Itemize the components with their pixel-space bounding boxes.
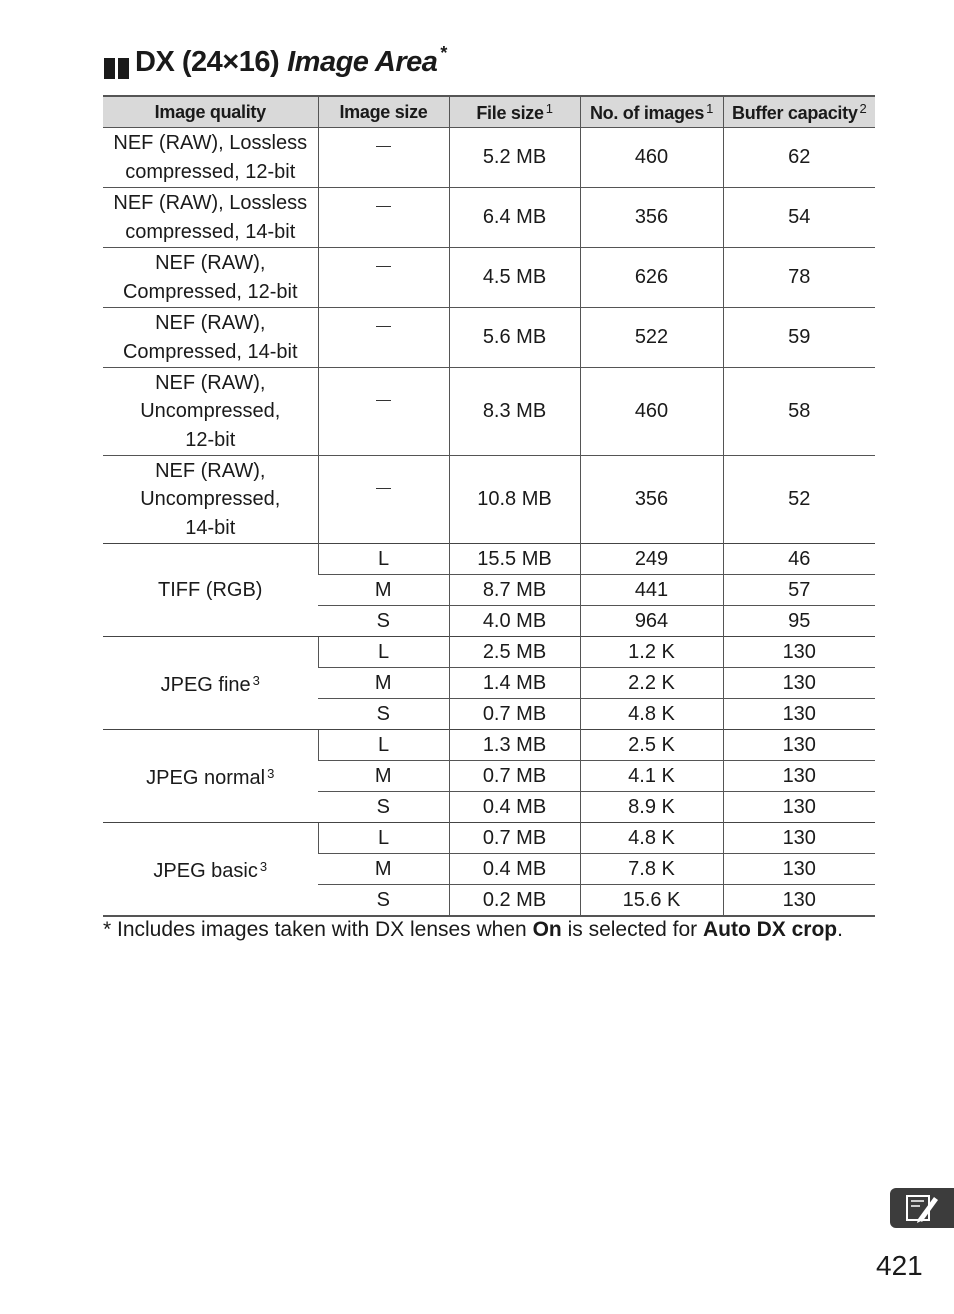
cell-file-size: 0.7 MB — [449, 761, 580, 792]
cell-image-size: M — [318, 854, 449, 885]
section-tab — [890, 1188, 954, 1228]
table-row — [103, 730, 875, 761]
cell-no-of-images: 4.8 K — [580, 823, 723, 854]
cell-image-quality: NEF (RAW), Uncompressed, 12-bit — [103, 368, 318, 456]
cell-file-size: 1.4 MB — [449, 668, 580, 699]
cell-image-size — [318, 308, 449, 368]
cell-no-of-images: 249 — [580, 544, 723, 575]
footnote: * Includes images taken with DX lenses when On is selected for Auto DX crop. — [103, 918, 843, 941]
cell-no-of-images: 460 — [580, 368, 723, 456]
table-body — [103, 128, 875, 917]
cell-file-size: 0.7 MB — [449, 823, 580, 854]
table-header-row — [103, 96, 875, 128]
cell-image-quality: NEF (RAW), Compressed, 12-bit — [103, 248, 318, 308]
cell-buffer-capacity: 130 — [723, 699, 875, 730]
cell-no-of-images: 356 — [580, 456, 723, 544]
cell-file-size: 0.7 MB — [449, 699, 580, 730]
cell-image-size — [318, 456, 449, 544]
cell-file-size: 4.5 MB — [449, 248, 580, 308]
dash-mark — [376, 146, 391, 147]
table-row — [103, 637, 875, 668]
title-main: DX (24×16) — [135, 46, 280, 78]
cell-image-size — [318, 248, 449, 308]
table-row — [103, 368, 875, 456]
cell-image-size — [318, 128, 449, 188]
table-row — [103, 188, 875, 248]
cell-buffer-capacity: 62 — [723, 128, 875, 188]
cell-image-quality: JPEG normal $^3$ — [103, 730, 318, 823]
cell-image-quality: NEF (RAW), Compressed, 14-bit — [103, 308, 318, 368]
table-row — [103, 248, 875, 308]
cell-buffer-capacity: 130 — [723, 854, 875, 885]
pencil-note-icon — [904, 1193, 940, 1223]
cell-file-size: 4.0 MB — [449, 606, 580, 637]
cell-image-size — [318, 188, 449, 248]
cell-no-of-images: 8.9 K — [580, 792, 723, 823]
cell-file-size: 5.2 MB — [449, 128, 580, 188]
cell-image-size: M — [318, 668, 449, 699]
dash-mark — [376, 206, 391, 207]
cell-image-size: S — [318, 699, 449, 730]
cell-file-size: 0.2 MB — [449, 885, 580, 917]
page-number: 421 — [876, 1250, 923, 1281]
header-buffer-capacity: Buffer capacity $^2$ — [723, 96, 875, 128]
cell-image-quality: JPEG basic $^3$ — [103, 823, 318, 917]
cell-no-of-images: 441 — [580, 575, 723, 606]
cell-file-size: 5.6 MB — [449, 308, 580, 368]
cell-buffer-capacity: 130 — [723, 885, 875, 917]
cell-image-size: L — [318, 544, 449, 575]
table-row — [103, 308, 875, 368]
section-title — [104, 43, 447, 90]
table-row — [103, 823, 875, 854]
cell-buffer-capacity: 54 — [723, 188, 875, 248]
header-image-quality: Image quality — [103, 96, 318, 128]
cell-buffer-capacity: 46 — [723, 544, 875, 575]
cell-file-size: 0.4 MB — [449, 854, 580, 885]
table-row — [103, 544, 875, 575]
cell-buffer-capacity: 95 — [723, 606, 875, 637]
table-row — [103, 128, 875, 188]
cell-image-quality: JPEG fine $^3$ — [103, 637, 318, 730]
section-marker-icon — [104, 58, 129, 79]
header-no-of-images: No. of images $^1$ — [580, 96, 723, 128]
cell-buffer-capacity: 130 — [723, 637, 875, 668]
cell-no-of-images: 964 — [580, 606, 723, 637]
cell-image-quality: NEF (RAW), Lossless compressed, 14-bit — [103, 188, 318, 248]
cell-image-size: M — [318, 761, 449, 792]
cell-no-of-images: 522 — [580, 308, 723, 368]
cell-buffer-capacity: 130 — [723, 792, 875, 823]
dash-mark — [376, 326, 391, 327]
cell-no-of-images: 2.2 K — [580, 668, 723, 699]
cell-buffer-capacity: 52 — [723, 456, 875, 544]
cell-image-quality: TIFF (RGB) — [103, 544, 318, 637]
cell-buffer-capacity: 130 — [723, 823, 875, 854]
header-file-size: File size $^1$ — [449, 96, 580, 128]
cell-no-of-images: 15.6 K — [580, 885, 723, 917]
cell-file-size: 6.4 MB — [449, 188, 580, 248]
cell-file-size: 0.4 MB — [449, 792, 580, 823]
cell-image-size: L — [318, 730, 449, 761]
cell-image-quality: NEF (RAW), Uncompressed, 14-bit — [103, 456, 318, 544]
cell-buffer-capacity: 57 — [723, 575, 875, 606]
cell-no-of-images: 2.5 K — [580, 730, 723, 761]
header-image-size: Image size — [318, 96, 449, 128]
cell-image-size: L — [318, 637, 449, 668]
cell-file-size: 2.5 MB — [449, 637, 580, 668]
cell-image-size: L — [318, 823, 449, 854]
cell-no-of-images: 4.8 K — [580, 699, 723, 730]
cell-buffer-capacity: 78 — [723, 248, 875, 308]
title-asterisk: * — [440, 43, 447, 63]
dash-mark — [376, 488, 391, 489]
cell-file-size: 8.7 MB — [449, 575, 580, 606]
dash-mark — [376, 266, 391, 267]
cell-image-quality: NEF (RAW), Lossless compressed, 12-bit — [103, 128, 318, 188]
cell-no-of-images: 356 — [580, 188, 723, 248]
cell-image-size: S — [318, 792, 449, 823]
title-italic: Image Area — [287, 46, 438, 78]
cell-buffer-capacity: 130 — [723, 668, 875, 699]
cell-image-size — [318, 368, 449, 456]
capacity-table — [103, 95, 875, 917]
cell-file-size: 8.3 MB — [449, 368, 580, 456]
cell-file-size: 10.8 MB — [449, 456, 580, 544]
cell-image-size: S — [318, 606, 449, 637]
cell-file-size: 1.3 MB — [449, 730, 580, 761]
table-row — [103, 456, 875, 544]
cell-buffer-capacity: 59 — [723, 308, 875, 368]
cell-file-size: 15.5 MB — [449, 544, 580, 575]
cell-no-of-images: 460 — [580, 128, 723, 188]
cell-buffer-capacity: 58 — [723, 368, 875, 456]
cell-buffer-capacity: 130 — [723, 730, 875, 761]
cell-no-of-images: 4.1 K — [580, 761, 723, 792]
cell-no-of-images: 1.2 K — [580, 637, 723, 668]
cell-no-of-images: 7.8 K — [580, 854, 723, 885]
dash-mark — [376, 400, 391, 401]
cell-image-size: S — [318, 885, 449, 917]
cell-no-of-images: 626 — [580, 248, 723, 308]
cell-buffer-capacity: 130 — [723, 761, 875, 792]
cell-image-size: M — [318, 575, 449, 606]
